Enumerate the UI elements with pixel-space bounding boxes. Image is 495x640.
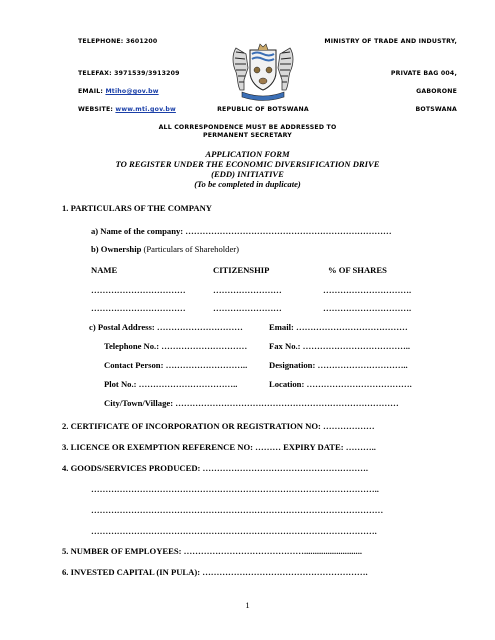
telephone-text: TELEPHONE: 3601200 (78, 38, 158, 45)
location-blank[interactable]: ………………………………. (306, 379, 412, 389)
telephone-label: Telephone No.: (104, 341, 162, 351)
email-label: EMAIL: (78, 88, 106, 95)
section-5-employees-field[interactable]: 5. NUMBER OF EMPLOYEES: ……………………………………........................... (62, 546, 362, 556)
col-name-header: NAME (91, 265, 118, 275)
fax-label: Fax No.: (269, 341, 303, 351)
postal-address-field[interactable] (89, 322, 243, 332)
correspondence-line-2: PERMANENT SECRETARY (203, 132, 292, 139)
designation-field[interactable] (269, 360, 408, 370)
country-text: BOTSWANA (415, 106, 457, 113)
form-title: APPLICATION FORM (205, 149, 290, 159)
contact-person-blank[interactable]: ……………………….. (165, 360, 248, 370)
city-text: GABORONE (416, 88, 457, 95)
shareholder-2-name-blank[interactable]: …………………………… (91, 303, 186, 313)
postal-address-blank[interactable]: ………………………… (156, 322, 243, 332)
goods-line-3-blank[interactable]: ………………………………………………………………………………………. (91, 526, 377, 536)
ownership-label: b) Ownership (91, 244, 144, 254)
ownership-heading (91, 244, 239, 254)
section-1-heading: 1. PARTICULARS OF THE COMPANY (62, 203, 213, 213)
col-citizenship-header: CITIZENSHIP (213, 265, 270, 275)
shareholder-1-citizenship-blank[interactable]: …………………… (213, 285, 282, 295)
private-bag-text: PRIVATE BAG 004, (390, 70, 457, 77)
location-label: Location: (269, 379, 307, 389)
goods-line-1-blank[interactable]: ……………………………………………………………………………………….. (91, 484, 379, 494)
goods-line-2-blank[interactable]: ………………………………………………………………………………………… (91, 505, 384, 515)
ownership-note: (Particulars of Shareholder) (143, 244, 239, 254)
plot-number-label: Plot No.: (104, 379, 139, 389)
company-email-field[interactable] (269, 322, 408, 332)
website-label: WEBSITE: (78, 106, 116, 113)
section-4-goods-field[interactable]: 4. GOODS/SERVICES PRODUCED: …………………………………………………. (62, 463, 368, 473)
city-town-village-blank[interactable]: …………………………………………………………………… (175, 398, 399, 408)
shareholder-2-citizenship-blank[interactable]: …………………… (213, 303, 282, 313)
botswana-coat-of-arms-icon (228, 40, 298, 102)
shareholder-2-shares-blank[interactable]: …………………………. (323, 303, 412, 313)
section-2-certificate-field[interactable]: 2. CERTIFICATE OF INCORPORATION OR REGISTRATION NO: ……………… (62, 421, 375, 431)
postal-address-label: c) Postal Address: (89, 322, 157, 332)
col-shares-header: % OF SHARES (328, 265, 387, 275)
page-number: 1 (245, 600, 250, 610)
plot-number-blank[interactable]: …………………………….. (138, 379, 238, 389)
city-town-village-field[interactable] (104, 398, 399, 408)
telephone-blank[interactable]: ………………………… (161, 341, 248, 351)
fax-blank[interactable]: ……………………………….. (302, 341, 411, 351)
website-link[interactable]: www.mti.gov.bw (115, 106, 176, 113)
location-field[interactable] (269, 379, 412, 389)
plot-number-field[interactable] (104, 379, 237, 389)
form-title-note: (To be completed in duplicate) (194, 179, 301, 189)
contact-person-label: Contact Person: (104, 360, 166, 370)
form-title-line-3: (EDD) INITIATIVE (211, 169, 284, 179)
company-email-blank[interactable]: ………………………………… (295, 322, 408, 332)
company-name-field[interactable] (91, 226, 392, 236)
section-6-capital-field[interactable]: 6. INVESTED CAPITAL (IN PULA): …………………………………………………. (62, 567, 368, 577)
shareholder-1-name-blank[interactable]: …………………………… (91, 285, 186, 295)
telefax-text: TELEFAX: 3971539/3913209 (78, 70, 180, 77)
website-line (78, 106, 176, 113)
designation-blank[interactable]: ………………………….. (317, 360, 408, 370)
correspondence-line-1: ALL CORRESPONDENCE MUST BE ADDRESSED TO (158, 124, 337, 131)
company-name-label: a) Name of the company: (91, 226, 186, 236)
email-link[interactable]: Mtiho@gov.bw (105, 88, 159, 95)
city-town-village-label: City/Town/Village: (104, 398, 176, 408)
ministry-text: MINISTRY OF TRADE AND INDUSTRY, (324, 38, 457, 45)
company-email-label: Email: (269, 322, 296, 332)
contact-person-field[interactable] (104, 360, 247, 370)
shareholder-1-shares-blank[interactable]: …………………………. (323, 285, 412, 295)
email-line (78, 88, 159, 95)
form-title-line-2: TO REGISTER UNDER THE ECONOMIC DIVERSIFICATION DRIVE (115, 159, 380, 169)
company-name-blank[interactable]: ……………………………………………………………… (185, 226, 392, 236)
telephone-field[interactable] (104, 341, 247, 351)
designation-label: Designation: (269, 360, 318, 370)
section-3-licence-field[interactable]: 3. LICENCE OR EXEMPTION REFERENCE NO: ……… EXPIRY DATE: ……….. (62, 442, 376, 452)
republic-text: REPUBLIC OF BOTSWANA (217, 106, 309, 113)
fax-field[interactable] (269, 341, 410, 351)
